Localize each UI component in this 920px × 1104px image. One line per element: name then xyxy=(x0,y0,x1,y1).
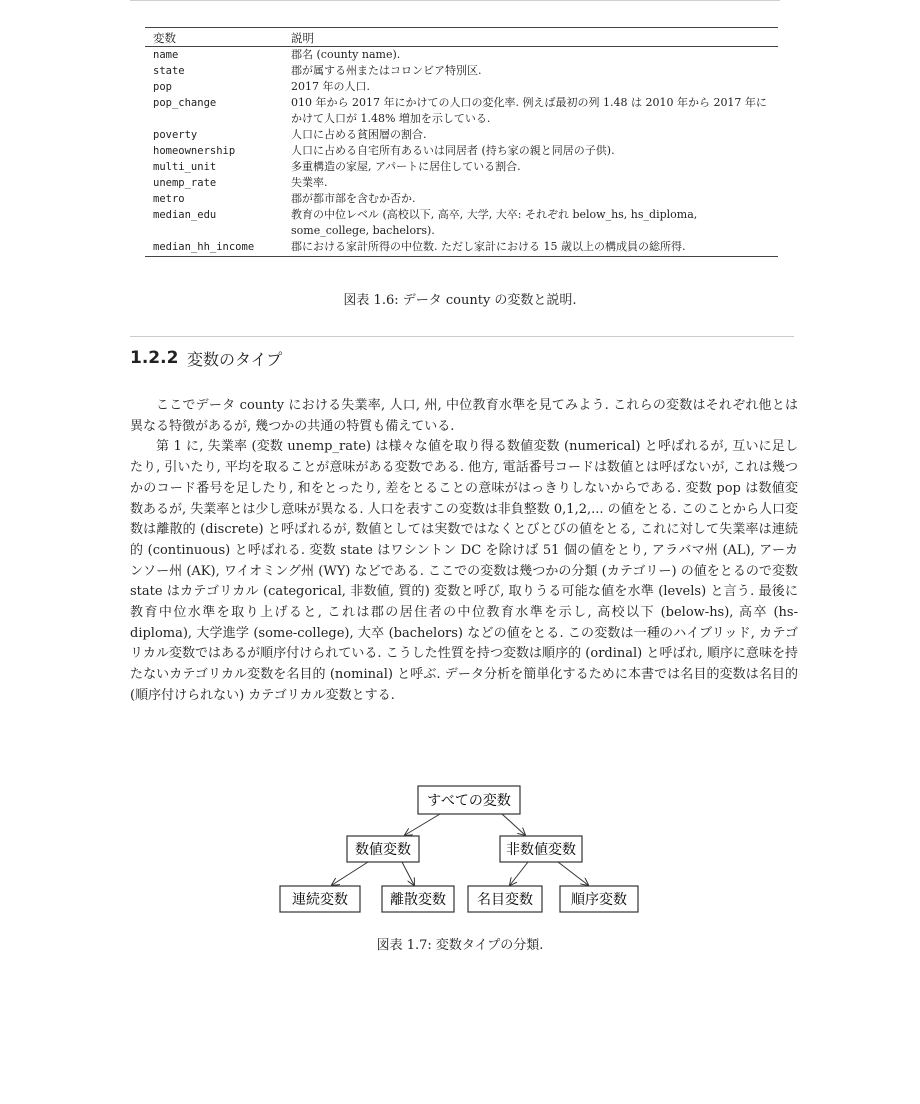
root-label: すべての変数 xyxy=(427,793,511,809)
table-row xyxy=(145,207,778,239)
section-divider xyxy=(130,336,794,337)
ordinal-label: 順序変数 xyxy=(571,892,627,908)
page-top-rule xyxy=(130,0,780,2)
variable-description: 失業率. xyxy=(291,176,328,189)
header-variable: 変数 xyxy=(145,28,283,47)
variable-description: 010 年から 2017 年にかけての人口の変化率. 例えば最初の列 1.48 は 2010 年から 2017 年にかけて人口が 1.48% 増加を示している. xyxy=(291,96,767,125)
table-row xyxy=(145,79,778,95)
body-text xyxy=(130,396,798,707)
numeric-label: 数値変数 xyxy=(355,842,411,858)
categorical-label: 非数値変数 xyxy=(506,842,576,858)
variable-name: name xyxy=(153,49,179,61)
variable-name: pop_change xyxy=(153,97,217,109)
table-row xyxy=(145,63,778,79)
variable-description: 郡が都市部を含むか否か. xyxy=(291,192,416,205)
variable-name: state xyxy=(153,65,185,77)
variable-description: 教育の中位レベル (高校以下, 高卒, 大学, 大卒: それぞれ below_hs, hs_diploma, some_college, bachelors). xyxy=(291,208,698,237)
table-row xyxy=(145,47,778,64)
section-title: 変数のタイプ xyxy=(187,350,283,369)
variable-description: 多重構造の家屋, アパートに居住している割合. xyxy=(291,160,521,173)
variable-name: median_hh_income xyxy=(145,239,283,257)
table-caption: 図表 1.6: データ county の変数と説明. xyxy=(343,293,577,308)
table-row xyxy=(145,239,778,257)
table-header-row xyxy=(145,28,778,47)
variable-name: homeownership xyxy=(153,145,236,157)
variable-description: 人口に占める自宅所有あるいは同居者 (持ち家の親と同居の子供). xyxy=(291,144,615,157)
variable-name: median_edu xyxy=(153,209,217,221)
variable-type-diagram xyxy=(270,780,650,920)
arrow-root-categorical xyxy=(502,814,525,835)
table-row xyxy=(145,127,778,143)
table-row xyxy=(145,95,778,127)
variable-name: multi_unit xyxy=(153,161,217,173)
table-row xyxy=(145,143,778,159)
arrow-numeric-discrete xyxy=(402,862,414,885)
variable-table xyxy=(145,27,778,257)
discrete-label: 離散変数 xyxy=(390,892,446,908)
variable-description: 郡が属する州またはコロンビア特別区. xyxy=(291,64,482,77)
table-row xyxy=(145,159,778,175)
section-number: 1.2.2 xyxy=(130,348,179,368)
variable-name: pop xyxy=(153,81,172,93)
variable-description: 人口に占める貧困層の割合. xyxy=(291,128,427,141)
arrow-root-numeric xyxy=(405,814,440,835)
variable-description: 郡における家計所得の中位数. ただし家計における 15 歳以上の構成員の総所得. xyxy=(283,239,778,257)
table-row xyxy=(145,175,778,191)
variable-description: 2017 年の人口. xyxy=(291,80,370,93)
table-row xyxy=(145,191,778,207)
header-description: 説明 xyxy=(283,28,778,47)
variable-name: poverty xyxy=(153,129,198,141)
continuous-label: 連続変数 xyxy=(292,892,348,908)
paragraph: ここでデータ county における失業率, 人口, 州, 中位教育水準を見てみよう. これらの変数はそれぞれ他とは異なる特徴があるが, 幾つかの共通の特質も備えている. xyxy=(130,398,798,434)
paragraph: 第 1 に, 失業率 (変数 unemp_rate) は様々な値を取り得る数値変数 (numerical) と呼ばれるが, 互いに足したり, 引いたり, 平均を取ることが意味がある変数である. 他方, 電話番号コードは数値とは呼ばないが, これは幾つかのコード番号を足したり, 和をとったり, 差をとることの意味がはっきりしないからである. 変数 pop は数値変数あるが, 失業率とは少し意味が異なる. 人口を表すこの変数は非負整数 0,1,2,... の値をとる. このことから人口変数は離散的 (discrete) と呼ばれるが, 数値としては実数ではなくとびとびの値をとる, これに対して失業率は連続的 (continuous) と呼ばれる. 変数 state はワシントン DC を除けば 51 個の値をとり, アラバマ州 (AL), アーカンソー州 (AK), ワイオミング州 (WY) などである. ここでの変数は幾つかの分類 (カテゴリー) の値をとるので変数 state はカテゴリカル (categorical, 非数値, 質的) 変数と呼び, 取りうる可能な値を水準 (levels) と言う. 最後に教育中位水準を取り上げると, これは郡の居住者の中位教育水準を示し, 高校以下 (below-hs), 高卒 (hs-diploma), 大学進学 (some-college), 大卒 (bachelors) などの値をとる. この変数は一種のハイブリッド, カテゴリカル変数ではあるが順序付けられている. こうした性質を持つ変数は順序的 (ordinal) と呼ばれ, 順序に意味を持たないカテゴリカル変数を名目的 (nominal) と呼ぶ. データ分析を簡単化するために本書では名目的変数は名目的 (順序付けられない) カテゴリカル変数とする. xyxy=(130,439,799,703)
arrow-categorical-nominal xyxy=(510,862,528,885)
arrow-numeric-continuous xyxy=(332,862,368,885)
variable-description: 郡名 (county name). xyxy=(291,48,401,61)
nominal-label: 名目変数 xyxy=(477,892,533,908)
variable-name: metro xyxy=(153,193,185,205)
arrow-categorical-ordinal xyxy=(558,862,588,885)
variable-name: unemp_rate xyxy=(153,177,217,189)
diagram-caption: 図表 1.7: 変数タイプの分類. xyxy=(376,938,544,953)
